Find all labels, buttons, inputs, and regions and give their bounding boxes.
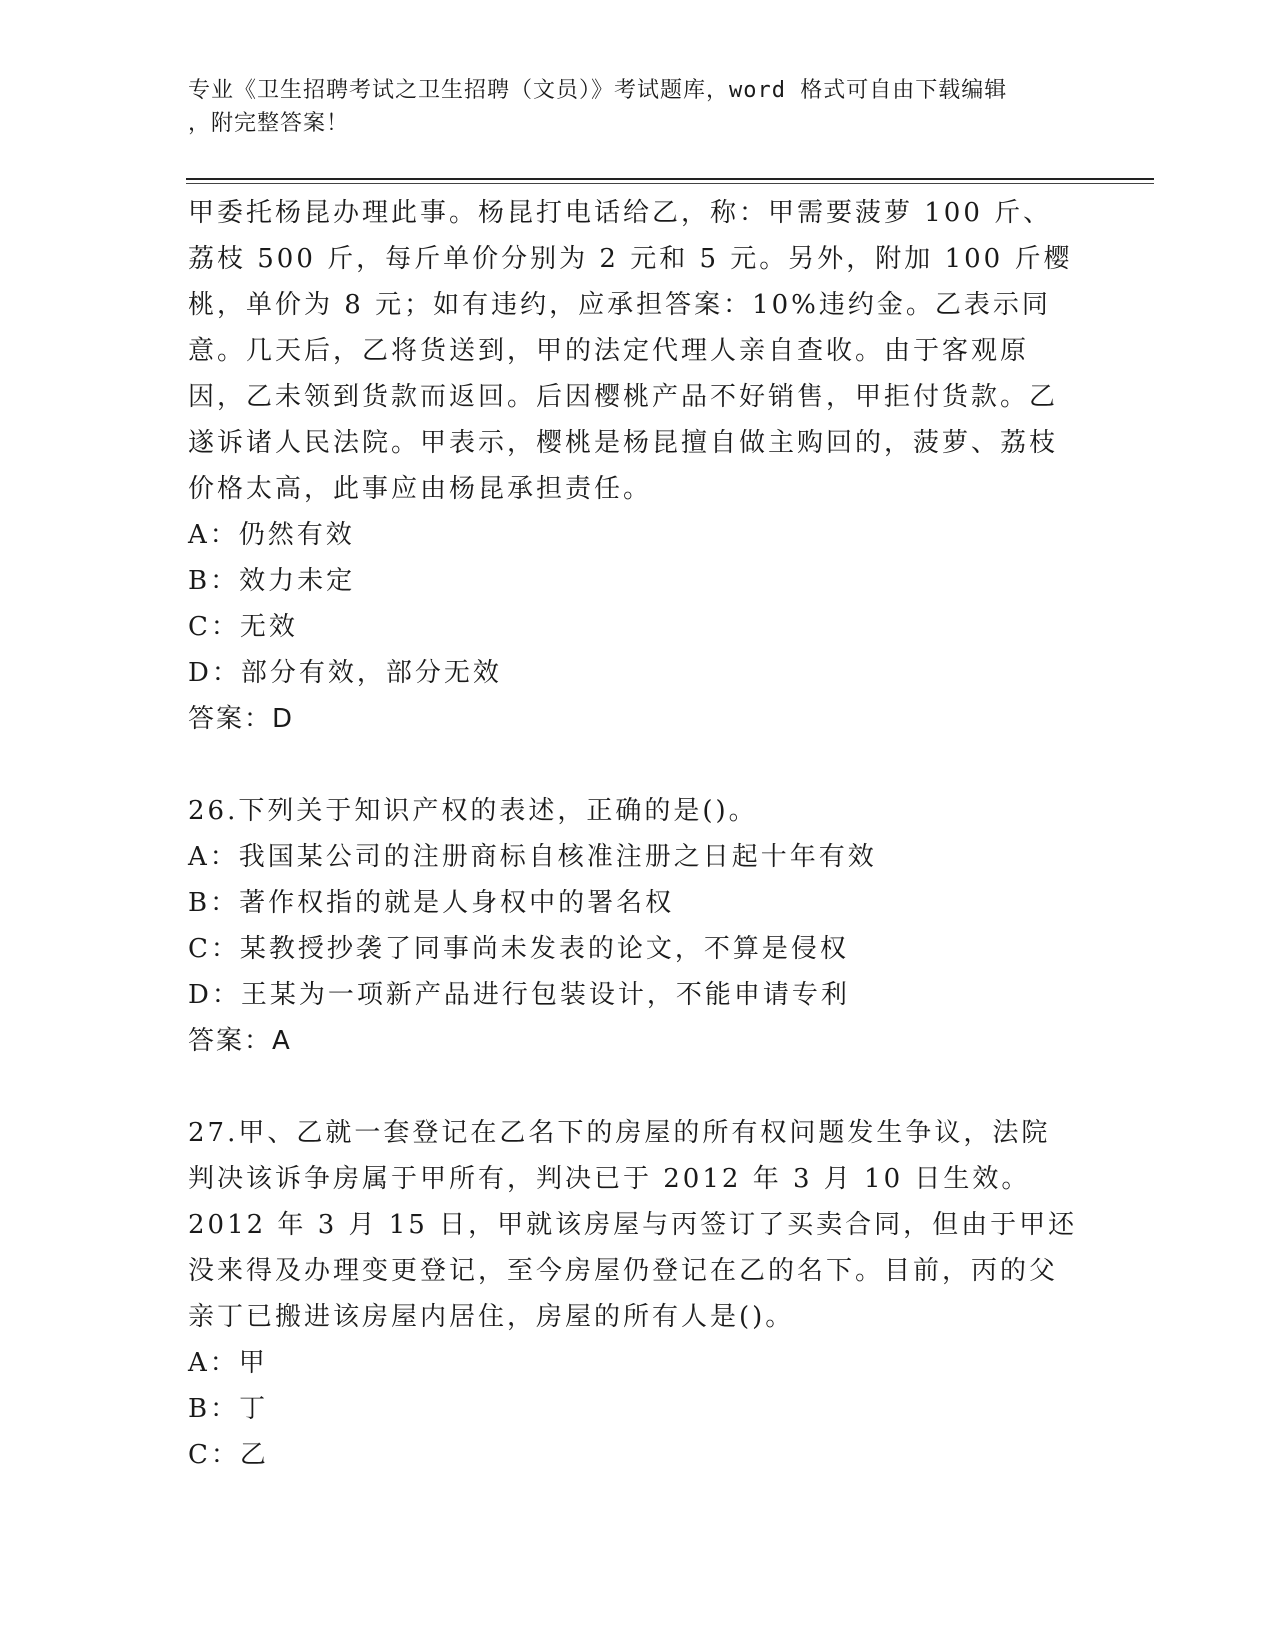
- question-26-option-c: C：某教授抄袭了同事尚未发表的论文，不算是侵权: [188, 934, 849, 964]
- question-25: [188, 190, 1078, 742]
- question-27-option-b: B：丁: [188, 1394, 269, 1424]
- question-spacer: [188, 1064, 1078, 1110]
- question-26-option-a: A：我国某公司的注册商标自核准注册之日起十年有效: [188, 842, 877, 872]
- question-25-text: 甲委托杨昆办理此事。杨昆打电话给乙，称：甲需要菠萝 100 斤、荔枝 500 斤，每斤单价分别为 2 元和 5 元。另外，附加 100 斤樱桃，单价为 8 元；如有违约，应承担答案：10%违约金。乙表示同意。几天后，乙将货送到，甲的法定代理人亲自查收。由于客观原因，乙未领到货款而返回。后因樱桃产品不好销售，甲拒付货款。乙遂诉诸人民法院。甲表示，樱桃是杨昆擅自做主购回的，菠萝、荔枝价格太高，此事应由杨昆承担责任。: [188, 198, 1073, 504]
- header-line-2: ，附完整答案！: [188, 111, 350, 136]
- header-divider-thick: [186, 178, 1154, 180]
- header-line-1: 专业《卫生招聘考试之卫生招聘（文员）》考试题库，word 格式可自由下载编辑: [188, 78, 1008, 103]
- question-26-option-b: B：著作权指的就是人身权中的署名权: [188, 888, 675, 918]
- header-divider-thin: [186, 183, 1154, 184]
- question-27-option-a: A：甲: [188, 1348, 268, 1378]
- question-26-text: 26.下列关于知识产权的表述，正确的是()。: [188, 796, 758, 826]
- question-27-text: 27.甲、乙就一套登记在乙名下的房屋的所有权问题发生争议，法院判决该诉争房属于甲所有，判决已于 2012 年 3 月 10 日生效。2012 年 3 月 15 日，甲就该房屋与丙签订了买卖合同，但由于甲还没来得及办理变更登记，至今房屋仍登记在乙的名下。目前，丙的父亲丁已搬进该房屋内居住，房屋的所有人是()。: [188, 1118, 1078, 1332]
- question-25-option-a: A：仍然有效: [188, 520, 355, 550]
- question-26: [188, 788, 1078, 1064]
- question-25-option-b: B：效力未定: [188, 566, 356, 596]
- question-25-answer: 答案：D: [188, 704, 295, 734]
- question-25-option-c: C：无效: [188, 612, 298, 642]
- question-25-option-d: D：部分有效，部分无效: [188, 658, 502, 688]
- question-26-answer: 答案：A: [188, 1026, 292, 1056]
- question-spacer: [188, 742, 1078, 788]
- document-header: [188, 74, 1068, 140]
- question-26-option-d: D：王某为一项新产品进行包装设计，不能申请专利: [188, 980, 850, 1010]
- document-body: [188, 190, 1078, 1478]
- question-27: [188, 1110, 1078, 1478]
- question-27-option-c: C：乙: [188, 1440, 269, 1470]
